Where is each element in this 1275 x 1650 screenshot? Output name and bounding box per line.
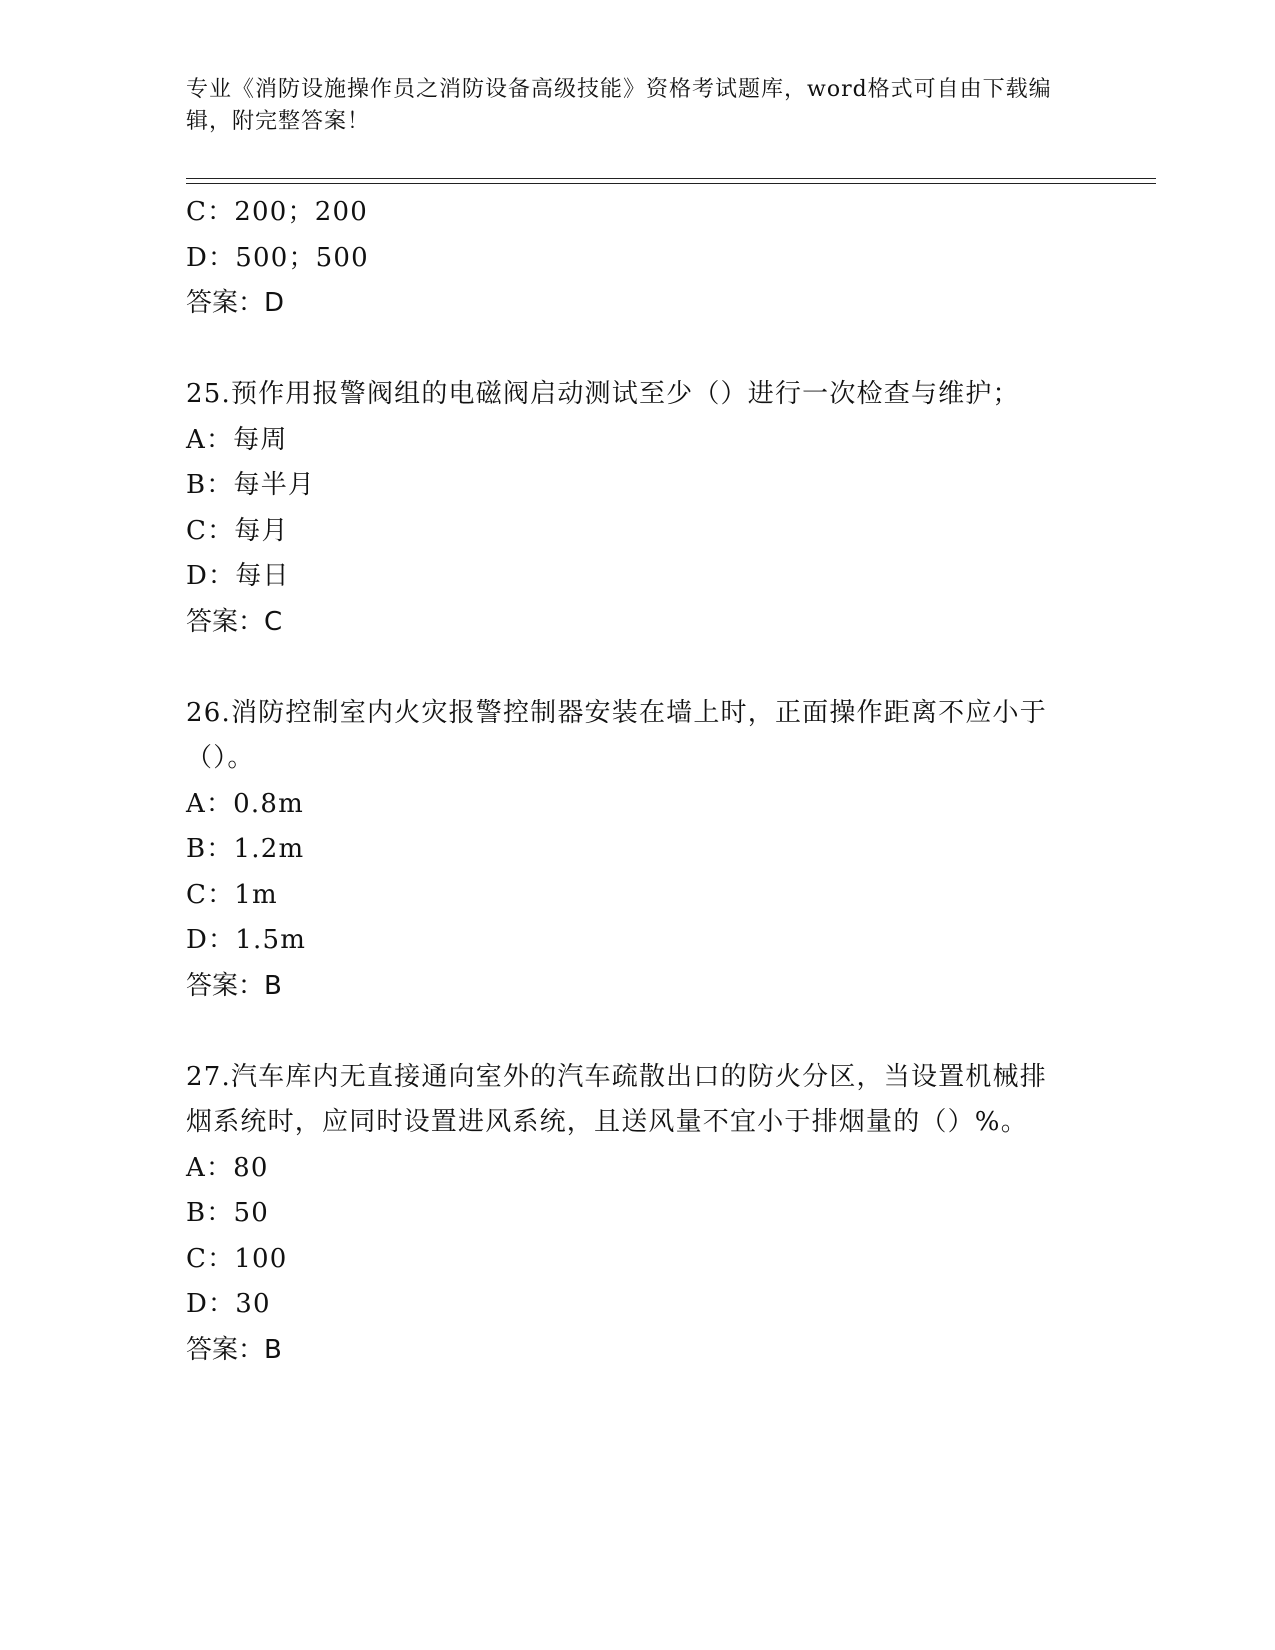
question-title: 27.汽车库内无直接通向室外的汽车疏散出口的防火分区，当设置机械排烟系统时，应同时设置进风系统，且送风量不宜小于排烟量的（）%。 (186, 1061, 1047, 1137)
question-27 (186, 1055, 1086, 1374)
option-b: B：50 (186, 1198, 269, 1228)
header-divider-top (186, 178, 1156, 179)
option-c: C：200；200 (186, 197, 368, 227)
option-c: C：100 (186, 1243, 288, 1274)
answer-line: 答案：B (186, 970, 282, 1001)
question-content (186, 190, 1086, 1373)
answer-line: 答案：C (186, 606, 283, 637)
option-b: B：每半月 (186, 470, 316, 500)
option-a: A：每周 (186, 424, 288, 455)
option-d: D：500；500 (186, 242, 369, 273)
question-26 (186, 691, 1086, 1010)
option-d: D：1.5m (186, 925, 307, 955)
option-a: A：80 (186, 1152, 269, 1183)
header-divider-bottom (186, 183, 1156, 184)
option-c: C：1m (186, 879, 278, 910)
option-d: D：30 (186, 1289, 271, 1319)
option-a: A：0.8m (186, 788, 304, 819)
option-d: D：每日 (186, 561, 290, 591)
answer-line: 答案：B (186, 1334, 282, 1365)
option-c: C：每月 (186, 515, 289, 546)
question-title: 26.消防控制室内火灾报警控制器安装在墙上时，正面操作距离不应小于（）。 (186, 697, 1047, 773)
question-title: 25.预作用报警阀组的电磁阀启动测试至少（）进行一次检查与维护； (186, 379, 1020, 409)
document-header: 专业《消防设施操作员之消防设备高级技能》资格考试题库，word格式可自由下载编辑，附完整答案！ (186, 77, 1052, 134)
question-25 (186, 372, 1086, 645)
option-b: B：1.2m (186, 834, 305, 864)
previous-question-tail (186, 190, 1086, 327)
answer-line: 答案：D (186, 288, 285, 318)
